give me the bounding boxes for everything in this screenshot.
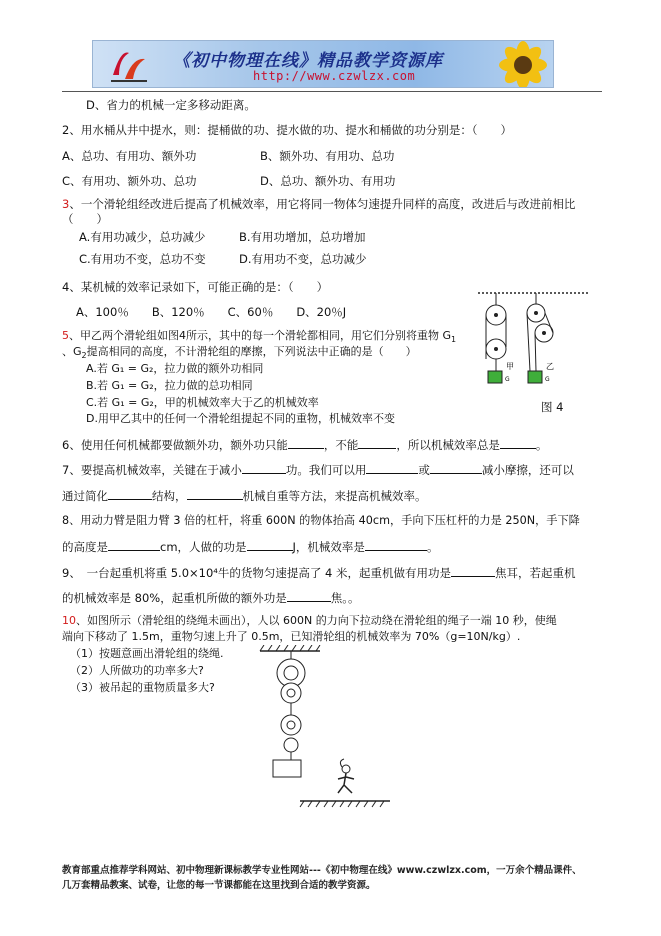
g1-label: G xyxy=(505,376,510,383)
q3-bracket: （ ） xyxy=(62,212,108,226)
q7-blank-3[interactable] xyxy=(430,461,482,474)
sunflower-icon xyxy=(485,41,554,88)
q8-blank-2[interactable] xyxy=(247,538,293,551)
q4-options: A、100％ B、120％ C、60％ D、20％J xyxy=(76,305,347,319)
q2-option-d: D、总功、额外功、有用功 xyxy=(260,174,396,188)
q2-option-b: B、额外功、有用功、总功 xyxy=(260,149,395,163)
q8-text-e: 。 xyxy=(426,540,439,554)
q3-stem xyxy=(62,196,575,212)
q2-option-a: A、总功、有用功、额外功 xyxy=(62,149,197,163)
footer-line-2: 几万套精品教案、试卷，让您的每一节课都能在这里找到合适的教学资源。 xyxy=(62,880,376,891)
header-banner xyxy=(92,40,554,88)
banner-url[interactable]: http://www.czwlzx.com xyxy=(253,69,416,83)
q9-blank-2[interactable] xyxy=(287,589,331,602)
q4-stem: 4、某机械的效率记录如下，可能正确的是：（ ） xyxy=(62,280,329,294)
q6-blank-3[interactable] xyxy=(500,436,536,449)
q7-text-e: 通过简化 xyxy=(62,489,108,503)
q7-line-1 xyxy=(62,461,574,478)
q10-pulley-figure xyxy=(258,645,393,815)
q8-text-b: 的高度是 xyxy=(62,540,108,554)
q10-stem-2: 端向下移动了 1.5m，重物匀速上升了 0.5m，已知滑轮组的机械效率为 70%（g=10N/kg）. xyxy=(62,630,521,643)
q10-part-3: （3）被吊起的重物质量多大? xyxy=(70,681,215,694)
q5-stem-2: 、$G_2$提高相同的高度，不计滑轮组的摩擦，下列说法中正确的是（ ） xyxy=(62,345,417,361)
q10-text: 、如图所示（滑轮组的绕绳未画出），人以 600N 的力向下拉动绕在滑轮组的绳子一端 10 秒，使绳 xyxy=(76,614,557,627)
q5-text: 、甲乙两个滑轮组如图4所示，其中的每一个滑轮都相同，用它们分别将重物 G xyxy=(69,329,452,342)
yi-label: 乙 xyxy=(546,362,554,371)
q9-text-d: 焦。。 xyxy=(330,591,360,605)
q5-option-c: C.若 G₁ = G₂，甲的机械效率大于乙的机械效率 xyxy=(86,396,319,409)
q3-text: 、一个滑轮组经改进后提高了机械效率，用它将同一物体匀速提升同样的高度，改进后与改进前相比 xyxy=(69,197,576,211)
g2-label: G xyxy=(545,376,550,383)
q5-option-a: A.若 G₁ = G₂，拉力做的额外功相同 xyxy=(86,362,264,375)
q7-line-2 xyxy=(62,487,427,504)
figure-4-pulleys xyxy=(478,287,588,397)
q7-blank-1[interactable] xyxy=(242,461,286,474)
header-divider xyxy=(62,91,602,92)
jia-label: 甲 xyxy=(506,362,514,371)
q5-option-b: B.若 G₁ = G₂，拉力做的总功相同 xyxy=(86,379,253,392)
q7-text-g: 机械自重等方法，来提高机械效率。 xyxy=(242,489,427,503)
banner-title: 《初中物理在线》精品教学资源库 xyxy=(173,51,443,71)
q8-blank-1[interactable] xyxy=(108,538,160,551)
q7-text-d: 减小摩擦，还可以 xyxy=(481,463,574,477)
q2-stem: 2、用水桶从井中提水，则：提桶做的功、提水做的功、提水和桶做的功分别是：（ ） xyxy=(62,123,513,137)
q9-text-b: 焦耳，若起重机 xyxy=(495,566,576,580)
q5-text-2: 提高相同的高度，不计滑轮组的摩擦，下列说法中正确的是（ ） xyxy=(86,345,417,358)
q6-text-b: ，不能 xyxy=(323,438,359,452)
q6-blank-2[interactable] xyxy=(358,436,396,449)
q8-stem: 8、用动力臂是阻力臂 3 倍的杠杆，将重 600N 的物体抬高 40cm，手向下压杠杆的力是 250N，手下降 xyxy=(62,514,580,527)
q10-stem xyxy=(62,613,557,629)
figure-4-caption: 图 4 xyxy=(541,400,564,414)
q3-option-a: A.有用功减少，总功减少 xyxy=(79,230,206,244)
footer-line-1: 教育部重点推荐学科网站、初中物理新课标教学专业性网站---《初中物理在线》www.czwlzx.com，一万余个精品课件、 xyxy=(62,865,582,876)
q9-blank-1[interactable] xyxy=(451,564,495,577)
q8-text-c: cm，人做的功是 xyxy=(160,540,247,554)
q2-option-c: C、有用功、额外功、总功 xyxy=(62,174,197,188)
q9-text-a: 9、 一台起重机将重 5.0×10⁴牛的货物匀速提高了 4 米，起重机做有用功是 xyxy=(62,566,452,580)
q5-option-d: D.用甲乙其中的任何一个滑轮组提起不同的重物，机械效率不变 xyxy=(86,412,395,425)
q7-text-f: 结构， xyxy=(152,489,187,503)
q7-text-c: 或 xyxy=(418,463,430,477)
q6-text-d: 。 xyxy=(535,438,548,452)
q3-option-b: B.有用功增加，总功增加 xyxy=(239,230,366,244)
q8-text-d: J，机械效率是 xyxy=(292,540,365,554)
q5-stem: 5、甲乙两个滑轮组如图4所示，其中的每一个滑轮都相同，用它们分别将重物 $G_1$ xyxy=(62,329,457,345)
q10-part-1: （1）按题意画出滑轮组的绕绳. xyxy=(70,647,224,660)
q1-option-d: D、省力的机械一定多移动距离。 xyxy=(86,98,256,112)
q10-number: 10 xyxy=(62,614,76,627)
page-footer xyxy=(62,863,622,893)
q3-option-c: C.有用功不变，总功不变 xyxy=(79,252,206,266)
q5-g2: 、G xyxy=(62,345,82,358)
q7-text-b: 功。我们可以用 xyxy=(285,463,367,477)
q7-blank-5[interactable] xyxy=(187,487,243,500)
q10-part-2: （2）人所做功的功率多大? xyxy=(70,664,204,677)
q6-text-c: ，所以机械效率总是 xyxy=(396,438,500,452)
q5-number: 5 xyxy=(62,329,69,342)
q7-blank-2[interactable] xyxy=(366,461,418,474)
q7-text-a: 7、要提高机械效率，关键在于减小 xyxy=(62,463,242,477)
q6-blank-1[interactable] xyxy=(288,436,324,449)
q3-option-d: D.有用功不变，总功减少 xyxy=(239,252,367,266)
q3-number: 3 xyxy=(62,197,70,211)
q6-text-a: 6、使用任何机械都要做额外功，额外功只能 xyxy=(62,438,288,452)
q8-blank-3[interactable] xyxy=(365,538,427,551)
q9-text-c: 的机械效率是 80%，起重机所做的额外功是 xyxy=(62,591,287,605)
q6 xyxy=(62,436,547,453)
site-logo xyxy=(107,45,151,85)
q7-blank-4[interactable] xyxy=(108,487,152,500)
q8-line-2 xyxy=(62,538,438,555)
q9-line-1 xyxy=(62,564,576,581)
q9-line-2 xyxy=(62,589,359,606)
